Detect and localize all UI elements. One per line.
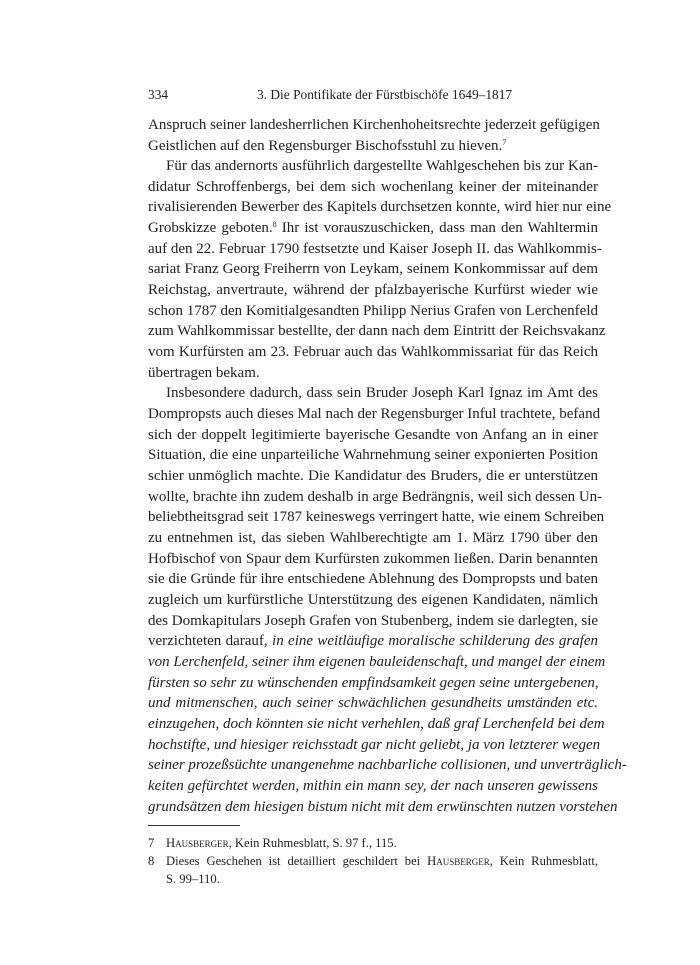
- body-line: vom Kurfürsten am 23. Februar auch das Wahlkommissariat für das Reich: [148, 344, 598, 360]
- body-line: sariat Franz Georg Freiherrn von Leykam, seinem Konkommissar auf dem: [148, 261, 598, 277]
- body-line: Anspruch seiner landesherrlichen Kirchenhoheitsrechte jederzeit gefügigen: [148, 117, 600, 133]
- running-title: 3. Die Pontifikate der Fürstbischöfe 1649–1817: [257, 87, 513, 102]
- body-line: zugleich um kurfürstliche Unterstützung des eigenen Kandidaten, nämlich: [148, 592, 598, 608]
- quoted-line: fürsten so sehr zu wünschenden empfindsamkeit gegen seine untergebenen,: [148, 675, 599, 691]
- footnote-separator: [148, 825, 240, 826]
- body-line: Dompropsts auch dieses Mal nach der Regensburger Inful trachtete, befand: [148, 406, 601, 422]
- body-line: Insbesondere dadurch, dass sein Bruder Joseph Karl Ignaz im Amt des: [166, 385, 598, 401]
- footnote-8-continued: S. 99–110.: [166, 872, 220, 886]
- body-line: wollte, brachte ihn zudem deshalb in arge Bedrängnis, weil sich dessen Un-: [148, 489, 603, 505]
- footnote-ref: 7: [502, 138, 507, 147]
- body-line: sich der doppelt legitimierte bayerische Gesandte von Anfang an in einer: [148, 427, 598, 443]
- footnote-ref: 8: [272, 220, 277, 229]
- body-line: schier unmöglich machte. Die Kandidatur des Bruders, die er unterstützen: [148, 468, 598, 484]
- quoted-line: einzugehen, doch könnten sie nicht verhehlen, daß graf Lerchenfeld bei dem: [148, 716, 605, 732]
- body-line: rivalisierenden Bewerber des Kapitels durchsetzen konnte, wird hier nur eine: [148, 199, 612, 215]
- quoted-line: und mitmenschen, auch seiner schwächlichen gesundheits umständen etc.: [148, 695, 598, 711]
- page-number: 334: [148, 87, 169, 102]
- footnote-7: 7 Hausberger, Kein Ruhmesblatt, S. 97 f., 115.: [148, 836, 397, 850]
- quoted-line: keiten gefürchtet werden, mithin ein mann sey, der nach unseren gewissens: [148, 778, 598, 794]
- quoted-line: grundsätzen dem hiesigen bistum nicht mit dem erwünschten nutzen vorstehen: [148, 799, 618, 815]
- body-line: sie die Gründe für ihre entschiedene Ablehnung des Dompropsts und baten: [148, 571, 598, 587]
- body-line: schon 1787 den Komitialgesandten Philipp Nerius Grafen von Lerchenfeld: [148, 303, 598, 319]
- footnote-author: Hausberger: [427, 854, 490, 868]
- body-line: auf den 22. Februar 1790 festsetzte und Kaiser Joseph II. das Wahlkommis-: [148, 241, 602, 257]
- quoted-line: seiner prozeßsüchte unangenehme nachbarliche collisionen, und unverträglich-: [148, 757, 627, 773]
- quoted-text: in eine weitläufige moralische schilderung des grafen: [272, 633, 599, 649]
- footnote-number: 8: [148, 854, 155, 868]
- page-header: [148, 86, 598, 104]
- quoted-line: von Lerchenfeld, seiner ihm eigenen bauleidenschaft, und mangel der einem: [148, 654, 606, 670]
- footnote-number: 7: [148, 836, 155, 850]
- body-line: Hofbischof von Spaur dem Kurfürsten zukommen ließen. Darin benannten: [148, 551, 598, 567]
- body-line: übertragen bekam.: [148, 365, 260, 381]
- body-line: zum Wahlkommissar bestellte, der dann nach dem Eintritt der Reichsvakanz: [148, 323, 606, 339]
- body-line: Geistlichen auf den Regensburger Bischofsstuhl zu hieven.$^7$: [148, 138, 507, 154]
- body-line: Reichstag, anvertraute, während der pfalzbayerische Kurfürst wieder wie: [148, 282, 598, 298]
- body-line: verzichteten darauf, in eine weitläufige moralische schilderung des grafen: [148, 633, 599, 649]
- body-line: didatur Schroffenbergs, bei dem sich wochenlang keiner der miteinander: [148, 179, 598, 195]
- footnote-8: 8 Dieses Geschehen ist detailliert geschildert bei Hausberger, Kein Ruhmesblatt,: [148, 854, 598, 868]
- body-line: Für das andernorts ausführlich dargestellte Wahlgeschehen bis zur Kan-: [166, 158, 598, 174]
- body-line: des Domkapitulars Joseph Grafen von Stubenberg, indem sie darlegten, sie: [148, 613, 599, 629]
- body-line: zu entnehmen ist, das sieben Wahlberechtigte am 1. März 1790 über den: [148, 530, 598, 546]
- footnote-author: Hausberger: [166, 836, 229, 850]
- quoted-line: hochstifte, und hiesiger reichsstadt gar nicht geliebt, ja von letzterer wegen: [148, 737, 601, 753]
- body-line: beliebtheitsgrad seit 1787 keineswegs verringert hatte, wie einem Schreiben: [148, 509, 605, 525]
- body-line: Situation, die eine unparteiliche Wahrnehmung seiner exponierten Position: [148, 447, 598, 463]
- body-line: Grobskizze geboten.$^8$ Ihr ist vorauszuschicken, dass man den Wahltermin: [148, 220, 598, 236]
